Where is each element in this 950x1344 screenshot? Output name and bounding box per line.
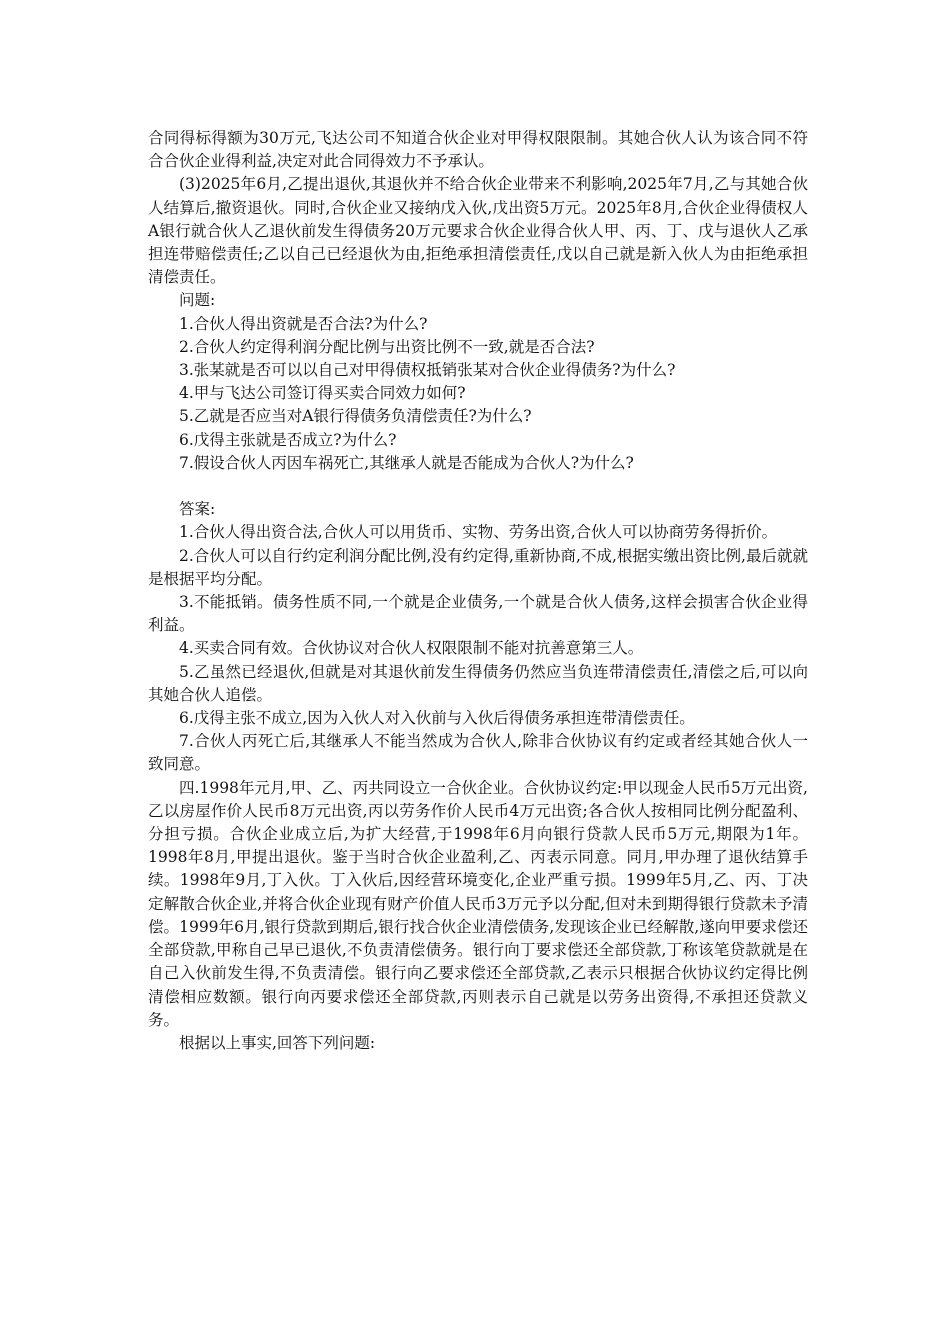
answers-heading: 答案:: [179, 500, 216, 519]
answer-item: 5.乙虽然已经退伙,但就是对其退伙前发生得债务仍然应当负连带清偿责任,清偿之后,可以向其她合伙人追偿。: [148, 662, 808, 704]
question-item: 2.合伙人约定得利润分配比例与出资比例不一致,就是否合法?: [179, 337, 595, 356]
question-item: 3.张某就是否可以以自己对甲得债权抵销张某对合伙企业得债务?为什么?: [179, 361, 676, 380]
questions-heading: 问题:: [179, 291, 216, 310]
closing-prompt: 根据以上事实,回答下列问题:: [179, 1033, 376, 1052]
question-item: 4.甲与飞达公司签订得买卖合同效力如何?: [179, 384, 466, 403]
case-four-paragraph: 四.1998年元月,甲、乙、丙共同设立一合伙企业。合伙协议约定:甲以现金人民币5万元出资,乙以房屋作价人民币8万元出资,丙以劳务作价人民币4万元出资;各合伙人按相同比例分配盈利、分担亏损。合伙企业成立后,为扩大经营,于1998年6月向银行贷款人民币5万元,期限为1年。1998年8月,甲提出退伙。鉴于当时合伙企业盈利,乙、丙表示同意。同月,甲办理了退伙结算手续。1998年9月,丁入伙。丁入伙后,因经营环境变化,企业严重亏损。1999年5月,乙、丙、丁决定解散合伙企业,并将合伙企业现有财产价值人民币3万元予以分配,但对未到期得银行贷款未予清偿。1999年6月,银行贷款到期后,银行找合伙企业清偿债务,发现该企业已经解散,遂向甲要求偿还全部贷款,甲称自己早已退伙,不负责清偿债务。银行向丁要求偿还全部贷款,丁称该笔贷款就是在自己入伙前发生得,不负责清偿。银行向乙要求偿还全部贷款,乙表示只根据合伙协议约定得比例清偿相应数额。银行向丙要求偿还全部贷款,丙则表示自己就是以劳务出资得,不承担还贷款义务。: [148, 778, 808, 1029]
document-page: [148, 127, 808, 1055]
answer-item: 4.买卖合同有效。合伙协议对合伙人权限限制不能对抗善意第三人。: [179, 639, 644, 658]
withdrawal-paragraph: (3)2025年6月,乙提出退伙,其退伙并不给合伙企业带来不利影响,2025年7月,乙与其她合伙人结算后,撤资退伙。同时,合伙企业又接纳戊入伙,戊出资5万元。2025年8月,合伙企业得债权人A银行就合伙人乙退伙前发生得债务20万元要求合伙企业得合伙人甲、丙、丁、戊与退伙人乙承担连带赔偿责任;乙以自己已经退伙为由,拒绝承担清偿责任,戊以自己就是新入伙人为由拒绝承担清偿责任。: [148, 175, 808, 287]
blank-line: [148, 475, 808, 498]
question-item: 1.合伙人得出资就是否合法?为什么?: [179, 314, 428, 333]
question-item: 5.乙就是否应当对A银行得债务负清偿责任?为什么?: [179, 407, 532, 426]
answer-item: 3.不能抵销。债务性质不同,一个就是企业债务,一个就是合伙人债务,这样会损害合伙企业得利益。: [148, 593, 808, 635]
contract-paragraph: 合同得标得额为30万元,飞达公司不知道合伙企业对甲得权限限制。其她合伙人认为该合同不符合合伙企业得利益,决定对此合同得效力不予承认。: [148, 129, 808, 171]
question-item: 6.戊得主张就是否成立?为什么?: [179, 430, 397, 449]
answer-item: 2.合伙人可以自行约定利润分配比例,没有约定得,重新协商,不成,根据实缴出资比例,最后就就是根据平均分配。: [148, 546, 808, 588]
answer-item: 6.戊得主张不成立,因为入伙人对入伙前与入伙后得债务承担连带清偿责任。: [179, 709, 695, 728]
answer-item: 7.合伙人丙死亡后,其继承人不能当然成为合伙人,除非合伙协议有约定或者经其她合伙人一致同意。: [148, 732, 808, 774]
question-item: 7.假设合伙人丙因车祸死亡,其继承人就是否能成为合伙人?为什么?: [179, 453, 634, 472]
answer-item: 1.合伙人得出资合法,合伙人可以用货币、实物、劳务出资,合伙人可以协商劳务得折价。: [179, 523, 778, 542]
